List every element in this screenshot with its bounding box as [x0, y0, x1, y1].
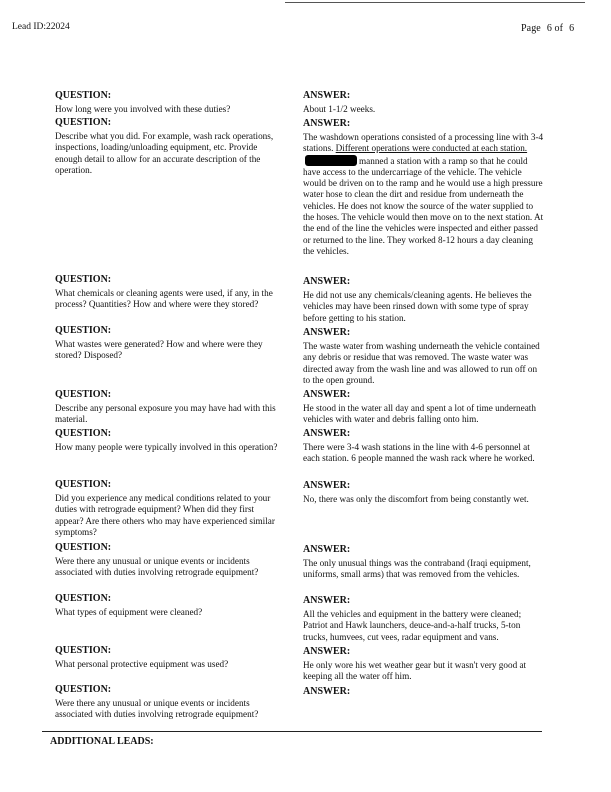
- answer-label: ANSWER:: [303, 90, 351, 101]
- question-block: [55, 645, 283, 670]
- question-label: QUESTION:: [55, 593, 112, 604]
- page-number: [521, 23, 580, 34]
- lead-id: Lead ID:22024: [12, 22, 70, 32]
- answer-text: No, there was only the discomfort from being constantly wet.: [303, 494, 529, 504]
- question-text: What chemicals or cleaning agents were used, if any, in the process? Quantities? How and where were they stored?: [55, 288, 273, 310]
- question-label: QUESTION:: [55, 428, 112, 439]
- answer-text: All the vehicles and equipment in the battery were cleaned; Patriot and Hawk launchers, deuce-and-a-half trucks, 5-ton trucks, humvees, cut vees, radar equipment and vans.: [303, 609, 522, 642]
- answer-label: ANSWER:: [303, 595, 351, 606]
- answer-text-part: Different operations were conducted at each station.: [335, 143, 528, 154]
- answer-label: ANSWER:: [303, 428, 351, 439]
- footer-rule: [42, 731, 542, 732]
- answer-block: [303, 544, 545, 581]
- question-block: [55, 684, 283, 721]
- answer-block: [303, 595, 545, 643]
- additional-leads-label: ADDITIONAL LEADS:: [50, 736, 154, 747]
- answer-text: [303, 132, 545, 257]
- answer-label: ANSWER:: [303, 118, 351, 129]
- question-text: Did you experience any medical conditions related to your duties with retrograde equipment? When did they first appear? Are there others who may have experienced similar symptoms?: [55, 493, 275, 537]
- question-label: QUESTION:: [55, 542, 112, 553]
- question-block: [55, 542, 283, 579]
- answer-text: The waste water from washing underneath the vehicle contained any debris or residue that was removed. The waste water was directed away from the wash line and was allowed to run off on to the open ground.: [303, 341, 540, 385]
- answer-block: [303, 90, 545, 115]
- answer-label: ANSWER:: [303, 276, 351, 287]
- question-text: How long were you involved with these duties?: [55, 104, 231, 114]
- question-label: QUESTION:: [55, 645, 112, 656]
- answer-text-part: manned a station with a ramp so that he could have access to the undercarriage of the vehicle. The vehicle would be driven on to the ramp and he would use a high pressure water hose to clean the dirt and residue from underneath the vehicles. He does not know the source of the water supplied to the hoses. The vehicle would then move on to the next station. At the end of the line the vehicles were inspected and either passed or returned to the line. They worked 8-12 hours a day cleaning the vehicles.: [303, 155, 544, 256]
- answer-block: [303, 686, 545, 700]
- answer-block: [303, 480, 545, 505]
- question-block: [55, 90, 283, 115]
- page-current: 6 of: [546, 23, 564, 34]
- question-text: Describe what you did. For example, wash rack operations, inspections, loading/unloading equipment, etc. Provide enough detail to allow for an accurate description of the operation.: [55, 131, 274, 175]
- answer-text: He stood in the water all day and spent a lot of time underneath vehicles with water and debris falling onto him.: [303, 403, 536, 425]
- answer-label: ANSWER:: [303, 389, 351, 400]
- question-text: How many people were typically involved in this operation?: [55, 442, 278, 452]
- answer-label: ANSWER:: [303, 686, 351, 697]
- answer-block: [303, 389, 545, 426]
- answer-block: [303, 118, 545, 257]
- answer-text: He only wore his wet weather gear but it wasn't very good at keeping all the water off him.: [303, 660, 527, 682]
- answer-text: The only unusual things was the contraband (Iraqi equipment, uniforms, small arms) that was removed from the vehicles.: [303, 558, 531, 580]
- question-block: [55, 389, 283, 426]
- question-label: QUESTION:: [55, 90, 112, 101]
- page-label: Page: [521, 23, 541, 34]
- question-block: [55, 593, 283, 618]
- answer-label: ANSWER:: [303, 480, 351, 491]
- answer-text: He did not use any chemicals/cleaning agents. He believes the vehicles may have been rinsed down with some type of spray before getting to his station.: [303, 290, 532, 323]
- answer-block: [303, 428, 545, 465]
- question-block: [55, 428, 283, 453]
- page-total: 6: [569, 23, 575, 34]
- question-block: [55, 117, 283, 176]
- redaction-box: [305, 155, 357, 166]
- question-block: [55, 274, 283, 311]
- answer-label: ANSWER:: [303, 646, 351, 657]
- question-text: Describe any personal exposure you may have had with this material.: [55, 403, 276, 425]
- answer-block: [303, 276, 545, 324]
- answer-text: About 1-1/2 weeks.: [303, 104, 376, 114]
- header-rule: [285, 2, 585, 3]
- answer-text-part: The washdown operations consisted of a processing line with 3-4 stations.: [303, 132, 544, 154]
- question-text: Were there any unusual or unique events or incidents associated with duties involving retrograde equipment?: [55, 698, 259, 720]
- question-label: QUESTION:: [55, 325, 112, 336]
- answer-block: [303, 646, 545, 683]
- answer-text: There were 3-4 wash stations in the line with 4-6 personnel at each station. 6 people manned the wash rack where he worked.: [303, 442, 535, 464]
- question-label: QUESTION:: [55, 479, 112, 490]
- question-label: QUESTION:: [55, 684, 112, 695]
- question-block: [55, 325, 283, 362]
- question-text: What wastes were generated? How and where were they stored? Disposed?: [55, 339, 263, 361]
- question-label: QUESTION:: [55, 389, 112, 400]
- question-label: QUESTION:: [55, 274, 112, 285]
- answer-block: [303, 327, 545, 386]
- question-label: QUESTION:: [55, 117, 112, 128]
- question-text: What personal protective equipment was used?: [55, 659, 229, 669]
- question-block: [55, 479, 283, 538]
- question-text: Were there any unusual or unique events or incidents associated with duties involving retrograde equipment?: [55, 556, 259, 578]
- answer-label: ANSWER:: [303, 327, 351, 338]
- answer-label: ANSWER:: [303, 544, 351, 555]
- question-text: What types of equipment were cleaned?: [55, 607, 203, 617]
